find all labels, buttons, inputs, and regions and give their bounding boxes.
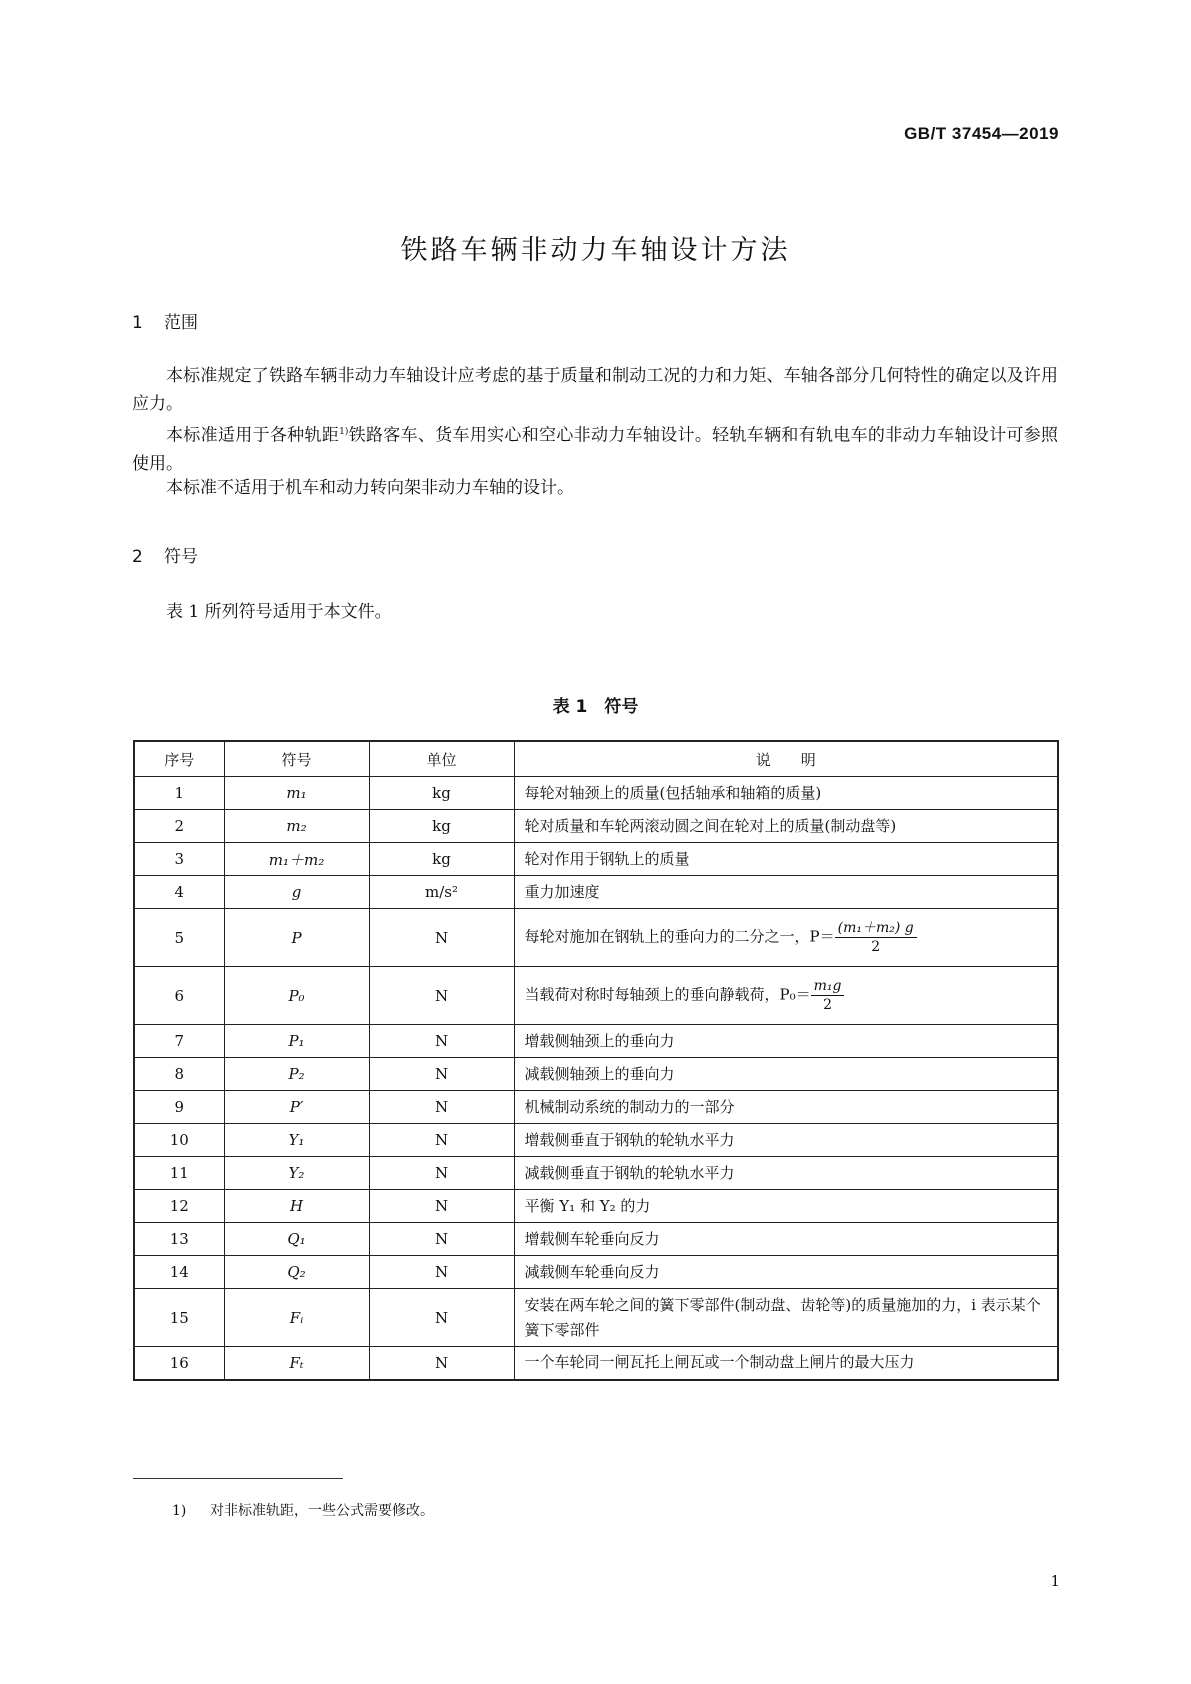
- row-unit: N: [369, 1091, 514, 1124]
- row-unit: N: [369, 1025, 514, 1058]
- row-number: 15: [134, 1289, 224, 1347]
- row-number: 8: [134, 1058, 224, 1091]
- row-description-text: 减载侧车轮垂向反力: [524, 1262, 660, 1281]
- section-2-heading: [132, 542, 198, 567]
- row-unit: kg: [369, 843, 514, 876]
- row-description-text: 轮对作用于钢轨上的质量: [524, 849, 690, 868]
- row-description-text: 减载侧轴颈上的垂向力: [524, 1064, 675, 1083]
- row-number: 13: [134, 1223, 224, 1256]
- row-description: [514, 1289, 1058, 1347]
- row-description: [514, 1058, 1058, 1091]
- row-symbol: P: [224, 909, 369, 967]
- row-symbol: P₀: [224, 967, 369, 1025]
- row-description: [514, 1256, 1058, 1289]
- page-number: 1: [1050, 1572, 1060, 1590]
- row-symbol: Y₂: [224, 1157, 369, 1190]
- row-unit: N: [369, 1289, 514, 1347]
- row-description: [514, 777, 1058, 810]
- standard-number: GB/T 37454—2019: [904, 124, 1059, 143]
- table-row: [134, 1058, 1058, 1091]
- footnote: [172, 1500, 434, 1520]
- row-unit: m/s²: [369, 876, 514, 909]
- table-row: [134, 1256, 1058, 1289]
- table-row: [134, 1347, 1058, 1380]
- header-unit: 单位: [369, 741, 514, 777]
- row-description-text: 每轮对施加在钢轨上的垂向力的二分之一，P＝: [524, 927, 835, 946]
- row-symbol: m₁: [224, 777, 369, 810]
- row-symbol: H: [224, 1190, 369, 1223]
- table-row: [134, 967, 1058, 1025]
- row-description-text: 每轮对轴颈上的质量(包括轴承和轴箱的质量): [524, 783, 822, 802]
- fraction-denominator: 2: [871, 939, 881, 955]
- formula-fraction: [811, 977, 845, 1014]
- row-unit: N: [369, 1124, 514, 1157]
- row-description: [514, 1091, 1058, 1124]
- scope-paragraph-2-part-a: 本标准适用于各种轨距: [166, 425, 340, 446]
- row-description-text: 增载侧车轮垂向反力: [524, 1229, 660, 1248]
- row-number: 10: [134, 1124, 224, 1157]
- section-1-title: 范围: [164, 313, 198, 333]
- row-symbol: g: [224, 876, 369, 909]
- row-number: 12: [134, 1190, 224, 1223]
- row-symbol: Q₁: [224, 1223, 369, 1256]
- row-unit: kg: [369, 777, 514, 810]
- scope-paragraph-3: 本标准不适用于机车和动力转向架非动力车轴的设计。: [166, 478, 574, 498]
- row-description: [514, 967, 1058, 1025]
- header-description: 说 明: [514, 741, 1058, 777]
- footnote-text: 对非标准轨距，一些公式需要修改。: [210, 1503, 434, 1519]
- row-number: 1: [134, 777, 224, 810]
- table-row: [134, 1289, 1058, 1347]
- section-1-heading: [132, 308, 198, 333]
- row-symbol: m₁＋m₂: [224, 843, 369, 876]
- row-symbol: m₂: [224, 810, 369, 843]
- row-unit: N: [369, 909, 514, 967]
- row-description-text: 增载侧轴颈上的垂向力: [524, 1031, 675, 1050]
- table-header-row: [134, 741, 1058, 777]
- row-description: [514, 843, 1058, 876]
- row-symbol: Y₁: [224, 1124, 369, 1157]
- footnote-reference: 1): [339, 427, 349, 437]
- row-description: [514, 909, 1058, 967]
- row-symbol: P₁: [224, 1025, 369, 1058]
- row-number: 11: [134, 1157, 224, 1190]
- row-description-text: 重力加速度: [524, 882, 600, 901]
- formula-fraction: [835, 919, 917, 956]
- row-number: 16: [134, 1347, 224, 1380]
- header-symbol: 符号: [224, 741, 369, 777]
- row-description-text: 安装在两车轮之间的簧下零部件(制动盘、齿轮等)的质量施加的力，i 表示某个簧下零部件: [524, 1295, 1041, 1339]
- row-number: 4: [134, 876, 224, 909]
- symbols-table: [133, 740, 1059, 1381]
- row-unit: N: [369, 967, 514, 1025]
- table-body: [134, 777, 1058, 1380]
- section-1-number: 1: [132, 313, 143, 333]
- row-number: 9: [134, 1091, 224, 1124]
- row-unit: N: [369, 1157, 514, 1190]
- row-number: 6: [134, 967, 224, 1025]
- row-unit: N: [369, 1058, 514, 1091]
- row-unit: N: [369, 1223, 514, 1256]
- row-description-text: 当载荷对称时每轴颈上的垂向静载荷，P₀＝: [524, 985, 811, 1004]
- symbols-intro: 表 1 所列符号适用于本文件。: [166, 602, 392, 622]
- row-description-text: 机械制动系统的制动力的一部分: [524, 1097, 735, 1116]
- header-number: 序号: [134, 741, 224, 777]
- row-description: [514, 1124, 1058, 1157]
- table-row: [134, 777, 1058, 810]
- fraction-numerator: (m₁＋m₂) g: [835, 919, 917, 938]
- row-description-text: 减载侧垂直于钢轨的轮轨水平力: [524, 1163, 735, 1182]
- document-title: 铁路车辆非动力车轴设计方法: [400, 235, 791, 266]
- row-description: [514, 1347, 1058, 1380]
- row-unit: N: [369, 1256, 514, 1289]
- row-symbol: Fₜ: [224, 1347, 369, 1380]
- row-number: 3: [134, 843, 224, 876]
- fraction-numerator: m₁g: [811, 977, 845, 996]
- table-row: [134, 909, 1058, 967]
- table-row: [134, 876, 1058, 909]
- row-number: 7: [134, 1025, 224, 1058]
- row-description: [514, 876, 1058, 909]
- table-row: [134, 1223, 1058, 1256]
- row-description: [514, 1190, 1058, 1223]
- row-description: [514, 1157, 1058, 1190]
- row-number: 14: [134, 1256, 224, 1289]
- row-number: 5: [134, 909, 224, 967]
- row-unit: kg: [369, 810, 514, 843]
- row-unit: N: [369, 1347, 514, 1380]
- row-symbol: P₂: [224, 1058, 369, 1091]
- table-row: [134, 1190, 1058, 1223]
- row-symbol: P′: [224, 1091, 369, 1124]
- footnote-divider: [133, 1478, 343, 1479]
- scope-paragraph-2: [132, 418, 1058, 478]
- row-description: [514, 1025, 1058, 1058]
- row-description-text: 平衡 Y₁ 和 Y₂ 的力: [524, 1196, 651, 1215]
- footnote-mark: 1): [172, 1503, 187, 1519]
- row-description-text: 轮对质量和车轮两滚动圆之间在轮对上的质量(制动盘等): [524, 816, 897, 835]
- scope-paragraph-2-part-b: 铁路客车、货车用实心和空心非动力车轴设计。轻轨车辆和有轨电车的非动力车轴设计可参照使用。: [132, 425, 1059, 474]
- row-description-text: 增载侧垂直于钢轨的轮轨水平力: [524, 1130, 735, 1149]
- table-row: [134, 1157, 1058, 1190]
- row-description: [514, 810, 1058, 843]
- table-row: [134, 1091, 1058, 1124]
- row-description-text: 一个车轮同一闸瓦托上闸瓦或一个制动盘上闸片的最大压力: [524, 1353, 915, 1372]
- row-unit: N: [369, 1190, 514, 1223]
- scope-paragraph-1: 本标准规定了铁路车辆非动力车轴设计应考虑的基于质量和制动工况的力和力矩、车轴各部分几何特性的确定以及许用应力。: [132, 366, 1058, 414]
- table-caption: 表 1 符号: [552, 697, 639, 717]
- section-2-title: 符号: [164, 547, 198, 567]
- table-row: [134, 843, 1058, 876]
- row-description: [514, 1223, 1058, 1256]
- row-symbol: Fᵢ: [224, 1289, 369, 1347]
- row-symbol: Q₂: [224, 1256, 369, 1289]
- table-row: [134, 1025, 1058, 1058]
- table-row: [134, 1124, 1058, 1157]
- section-2-number: 2: [132, 547, 143, 567]
- fraction-denominator: 2: [823, 997, 832, 1013]
- row-number: 2: [134, 810, 224, 843]
- table-row: [134, 810, 1058, 843]
